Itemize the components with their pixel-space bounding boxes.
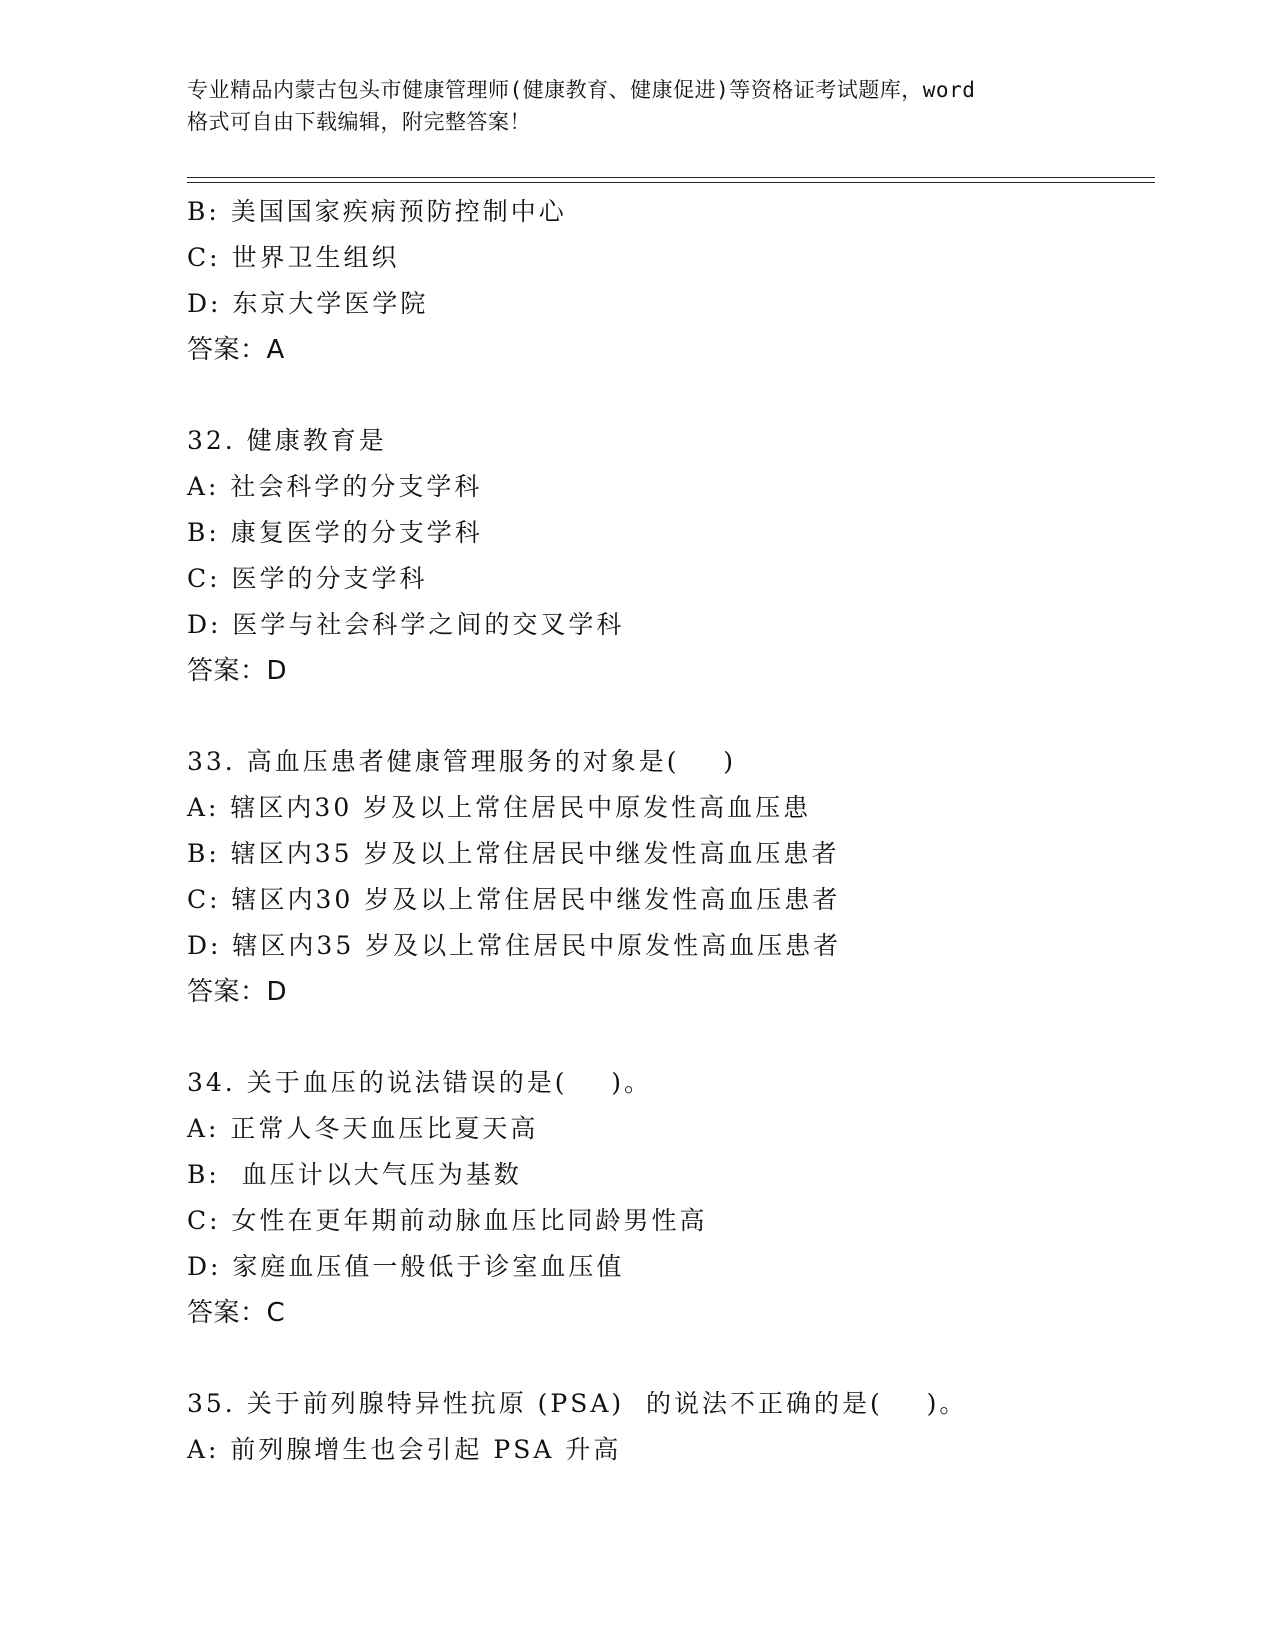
document-header xyxy=(187,74,1087,138)
answer-line: 答案：A xyxy=(187,335,285,365)
question-block-33 xyxy=(187,739,1155,1015)
option-d: D: 东京大学医学院 xyxy=(187,289,429,318)
question-stem: 33. 高血压患者健康管理服务的对象是( ) xyxy=(187,747,737,776)
option-d: D: 医学与社会科学之间的交叉学科 xyxy=(187,610,625,639)
option-a: A: 社会科学的分支学科 xyxy=(187,472,483,501)
option-d: D: 家庭血压值一般低于诊室血压值 xyxy=(187,1252,625,1281)
header-line-2: 格式可自由下载编辑，附完整答案！ xyxy=(187,110,531,134)
question-stem: 34. 关于血压的说法错误的是( )。 xyxy=(187,1068,653,1097)
header-line-1: 专业精品内蒙古包头市健康管理师(健康教育、健康促进)等资格证考试题库，word xyxy=(187,78,976,102)
answer-line: 答案：C xyxy=(187,1298,286,1328)
option-c: C: 女性在更年期前动脉血压比同龄男性高 xyxy=(187,1206,708,1235)
option-b: B: 美国国家疾病预防控制中心 xyxy=(187,197,567,226)
option-c: C: 医学的分支学科 xyxy=(187,564,428,593)
option-a: A: 辖区内30 岁及以上常住居民中原发性高血压患 xyxy=(187,793,812,822)
question-block-31 xyxy=(187,189,1155,373)
question-list xyxy=(187,189,1155,1473)
option-b: B: 康复医学的分支学科 xyxy=(187,518,483,547)
option-c: C: 辖区内30 岁及以上常住居民中继发性高血压患者 xyxy=(187,885,841,914)
option-b: B: 辖区内35 岁及以上常住居民中继发性高血压患者 xyxy=(187,839,840,868)
question-block-32 xyxy=(187,418,1155,694)
answer-line: 答案：D xyxy=(187,656,288,686)
question-stem: 35. 关于前列腺特异性抗原 (PSA) 的说法不正确的是( )。 xyxy=(187,1389,968,1418)
option-d: D: 辖区内35 岁及以上常住居民中原发性高血压患者 xyxy=(187,931,842,960)
answer-line: 答案：D xyxy=(187,977,288,1007)
header-rule-bottom xyxy=(187,182,1155,183)
question-stem: 32. 健康教育是 xyxy=(187,426,387,455)
spacer xyxy=(187,694,1155,739)
question-block-35 xyxy=(187,1381,1155,1473)
spacer xyxy=(187,1015,1155,1060)
option-a: A: 前列腺增生也会引起 PSA 升高 xyxy=(187,1435,622,1464)
option-a: A: 正常人冬天血压比夏天高 xyxy=(187,1114,539,1143)
option-c: C: 世界卫生组织 xyxy=(187,243,400,272)
header-rule-top xyxy=(187,177,1155,178)
question-block-34 xyxy=(187,1060,1155,1336)
spacer xyxy=(187,1336,1155,1381)
option-b: B: 血压计以大气压为基数 xyxy=(187,1160,522,1189)
spacer xyxy=(187,373,1155,418)
